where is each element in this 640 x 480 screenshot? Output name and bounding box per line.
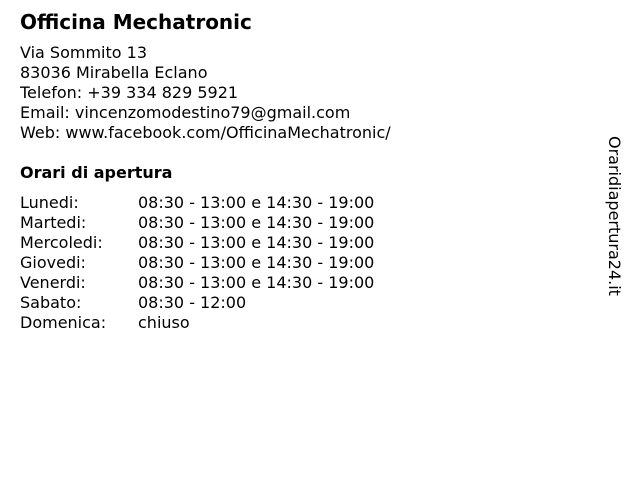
hours-time: 08:30 - 12:00 bbox=[138, 293, 247, 312]
hours-day: Giovedi: bbox=[20, 253, 86, 272]
site-watermark: Oraridiapertura24.it bbox=[605, 136, 624, 296]
hours-time: 08:30 - 13:00 e 14:30 - 19:00 bbox=[138, 253, 375, 272]
hours-day: Venerdi: bbox=[20, 273, 86, 292]
email-line: Email: vincenzomodestino79@gmail.com bbox=[20, 103, 351, 122]
hours-time: chiuso bbox=[138, 313, 190, 332]
opening-hours-heading: Orari di apertura bbox=[20, 163, 173, 182]
address-street: Via Sommito 13 bbox=[20, 43, 147, 62]
hours-day: Mercoledi: bbox=[20, 233, 103, 252]
address-city: 83036 Mirabella Eclano bbox=[20, 63, 208, 82]
web-line: Web: www.facebook.com/OfficinaMechatronic/ bbox=[20, 123, 391, 142]
hours-time: 08:30 - 13:00 e 14:30 - 19:00 bbox=[138, 193, 375, 212]
hours-day: Sabato: bbox=[20, 293, 82, 312]
hours-time: 08:30 - 13:00 e 14:30 - 19:00 bbox=[138, 273, 375, 292]
hours-day: Lunedi: bbox=[20, 193, 79, 212]
hours-time: 08:30 - 13:00 e 14:30 - 19:00 bbox=[138, 213, 375, 232]
contact-block bbox=[20, 43, 391, 143]
hours-time: 08:30 - 13:00 e 14:30 - 19:00 bbox=[138, 233, 375, 252]
hours-day: Martedi: bbox=[20, 213, 87, 232]
phone-line: Telefon: +39 334 829 5921 bbox=[20, 83, 239, 102]
hours-day: Domenica: bbox=[20, 313, 107, 332]
business-name: Officina Mechatronic bbox=[20, 10, 252, 34]
